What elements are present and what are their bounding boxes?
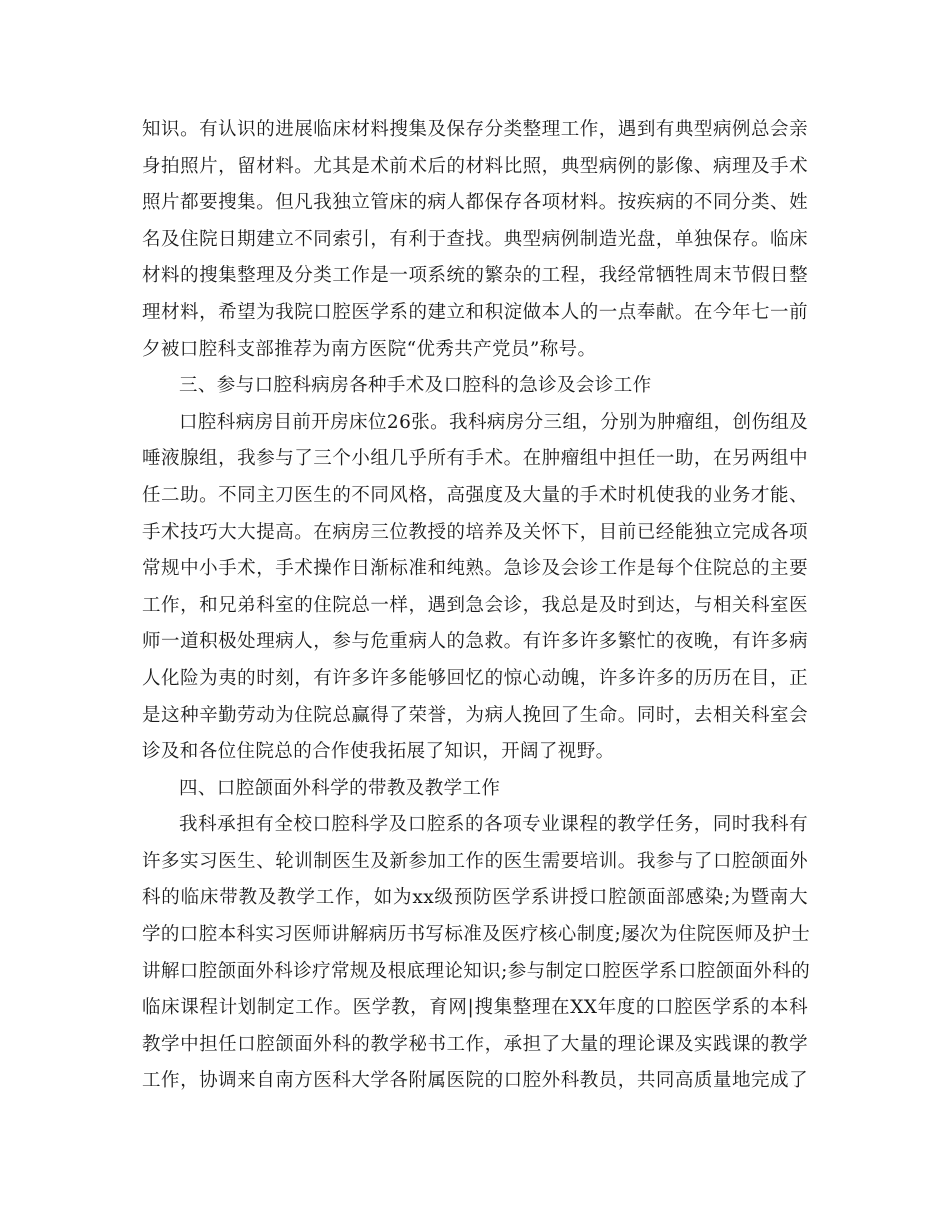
text-line: 师一道积极处理病人，参与危重病人的急救。有许多许多繁忙的夜晚，有许多病 <box>142 631 808 653</box>
paragraph-first-line: 三、参与口腔科病房各种手术及口腔科的急诊及会诊工作 <box>179 375 652 397</box>
text-line: 照片都要搜集。但凡我独立管床的病人都保存各项材料。按疾病的不同分类、姓 <box>142 192 808 214</box>
text-line: 工作，协调来自南方医科大学各附属医院的口腔外科教员，共同高质量地完成了 <box>142 1070 808 1092</box>
document-body <box>142 112 811 1100</box>
text-line: 理材料，希望为我院口腔医学系的建立和积淀做本人的一点奉献。在今年七一前 <box>142 301 808 323</box>
text-line: 许多实习医生、轮训制医生及新参加工作的医生需要培训。我参与了口腔颌面外 <box>142 850 808 872</box>
text-line: 人化险为夷的时刻，有许多许多能够回忆的惊心动魄，许多许多的历历在目，正 <box>142 667 808 689</box>
text-line: 诊及和各位住院总的合作使我拓展了知识，开阔了视野。 <box>142 741 615 763</box>
text-line: 材料的搜集整理及分类工作是一项系统的繁杂的工程，我经常牺牲周末节假日整 <box>142 265 808 287</box>
text-line: 是这种辛勤劳动为住院总赢得了荣誉，为病人挽回了生命。同时，去相关科室会 <box>142 704 808 726</box>
paragraph-first-line: 我科承担有全校口腔科学及口腔系的各项专业课程的教学任务，同时我科有 <box>179 814 808 836</box>
document-page <box>142 112 811 1100</box>
text-line: 唾液腺组，我参与了三个小组几乎所有手术。在肿瘤组中担任一助，在另两组中 <box>142 448 808 470</box>
paragraph-first-line: 口腔科病房目前开房床位26张。我科病房分三组，分别为肿瘤组，创伤组及 <box>179 411 809 433</box>
text-line: 教学中担任口腔颌面外科的教学秘书工作，承担了大量的理论课及实践课的教学 <box>142 1033 808 1055</box>
text-line: 工作，和兄弟科室的住院总一样，遇到急会诊，我总是及时到达，与相关科室医 <box>142 594 808 616</box>
text-line: 身拍照片，留材料。尤其是术前术后的材料比照，典型病例的影像、病理及手术 <box>142 155 808 177</box>
text-line: 讲解口腔颌面外科诊疗常规及根底理论知识;参与制定口腔医学系口腔颌面外科的 <box>142 960 811 982</box>
text-line: 临床课程计划制定工作。医学教，育网|搜集整理在XX年度的口腔医学系的本科 <box>142 997 808 1019</box>
text-line: 科的临床带教及教学工作，如为xx级预防医学系讲授口腔颌面部感染;为暨南大 <box>142 887 808 909</box>
text-line: 名及住院日期建立不同索引，有利于查找。典型病例制造光盘，单独保存。临床 <box>142 228 808 250</box>
text-line: 手术技巧大大提高。在病房三位教授的培养及关怀下，目前已经能独立完成各项 <box>142 521 808 543</box>
text-line: 常规中小手术，手术操作日渐标准和纯熟。急诊及会诊工作是每个住院总的主要 <box>142 558 808 580</box>
text-line: 夕被口腔科支部推荐为南方医院“优秀共产党员”称号。 <box>142 338 597 360</box>
text-line: 学的口腔本科实习医师讲解病历书写标准及医疗核心制度;屡次为住院医师及护士 <box>142 924 811 946</box>
text-line: 知识。有认识的进展临床材料搜集及保存分类整理工作，遇到有典型病例总会亲 <box>142 119 808 140</box>
paragraph-first-line: 四、口腔颌面外科学的带教及教学工作 <box>179 777 501 799</box>
text-line: 任二助。不同主刀医生的不同风格，高强度及大量的手术时机使我的业务才能、 <box>142 484 808 506</box>
